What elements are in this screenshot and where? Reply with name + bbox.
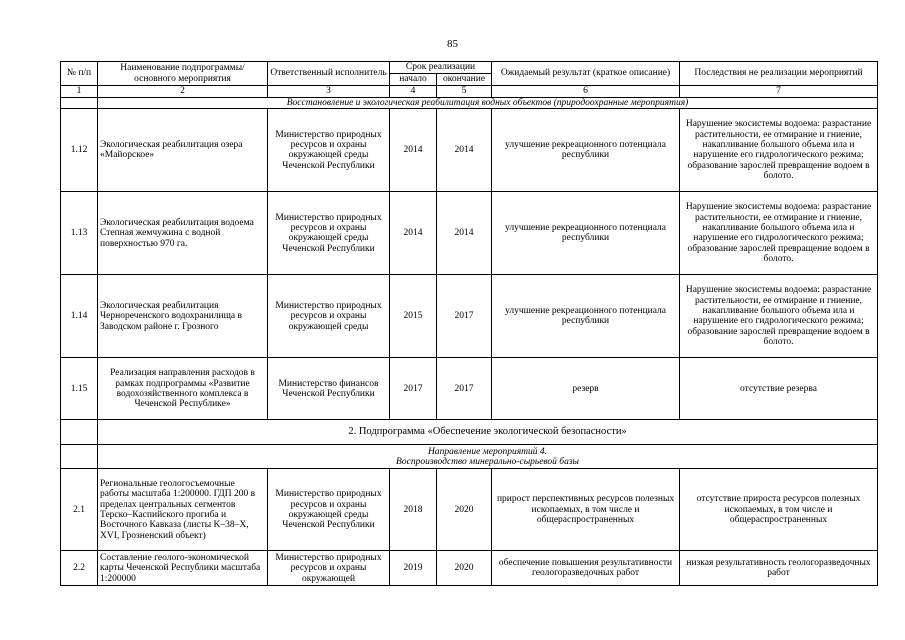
header-num: № п/п — [61, 62, 98, 86]
col-number-6: 6 — [492, 86, 680, 98]
row-executor: Министерство финансов Чеченской Республики — [268, 358, 390, 420]
row-executor: Министерство природных ресурсов и охраны окружающей среды Чеченской Республики — [268, 109, 390, 192]
row-name: Региональные геологосъемочные работы масштаба 1:200000. ГДП 200 в пределах центральных сегментов Терско–Каспийского прогиба и Восточного Кавказа (листы K–38–X, XVI, Грозненский объект) — [98, 469, 268, 551]
row-num: 1.15 — [61, 358, 98, 420]
row-start: 2014 — [390, 192, 437, 275]
header-start: начало — [390, 74, 437, 86]
col-number-1: 1 — [61, 86, 98, 98]
col-number-3: 3 — [268, 86, 390, 98]
row-executor: Министерство природных ресурсов и охраны окружающей среды — [268, 275, 390, 358]
row-result: улучшение рекреационного потенциала республики — [492, 192, 680, 275]
col-number-5: 5 — [437, 86, 492, 98]
program-table — [60, 61, 878, 586]
header-end: окончание — [437, 74, 492, 86]
section-title-water: Восстановление и экологическая реабилитация водных объектов (природоохранные мероприятия) — [98, 98, 878, 109]
row-num: 1.12 — [61, 109, 98, 192]
row-end: 2017 — [437, 358, 492, 420]
row-start: 2014 — [390, 109, 437, 192]
table-row — [61, 275, 878, 358]
header-name: Наименование подпрограммы/ основного мероприятия — [98, 62, 268, 86]
header-result: Ожидаемый результат (краткое описание) — [492, 62, 680, 86]
section-empty-cell — [61, 98, 98, 109]
direction-4-title — [98, 445, 878, 469]
row-result: улучшение рекреационного потенциала республики — [492, 275, 680, 358]
row-end: 2017 — [437, 275, 492, 358]
row-result: прирост перспективных ресурсов полезных ископаемых, в том числе и общераспространенных — [492, 469, 680, 551]
row-start: 2015 — [390, 275, 437, 358]
row-consequence: Нарушение экосистемы водоема: разрастание растительности, ее отмирание и гниение, накапливание большого объема ила и нарушение его гидрологического режима; образование зарослей превращение водоем в болото. — [680, 192, 878, 275]
table-row — [61, 358, 878, 420]
row-start: 2019 — [390, 551, 437, 586]
direction-empty-cell — [61, 445, 98, 469]
col-number-2: 2 — [98, 86, 268, 98]
row-num: 1.14 — [61, 275, 98, 358]
row-num: 1.13 — [61, 192, 98, 275]
row-end: 2020 — [437, 551, 492, 586]
row-consequence: Нарушение экосистемы водоема: разрастание растительности, ее отмирание и гниение, накапливание большого объема ила и нарушение его гидрологического режима; образование зарослей превращение водоем в болото. — [680, 109, 878, 192]
row-executor: Министерство природных ресурсов и охраны окружающей среды Чеченской Республики — [268, 192, 390, 275]
row-num: 2.1 — [61, 469, 98, 551]
row-start: 2018 — [390, 469, 437, 551]
table-row — [61, 469, 878, 551]
subprogram-empty-cell — [61, 420, 98, 445]
row-name: Экологическая реабилитация озера «Майорское» — [98, 109, 268, 192]
subprogram-2-title: 2. Подпрограмма «Обеспечение экологической безопасности» — [98, 420, 878, 445]
row-result: улучшение рекреационного потенциала республики — [492, 109, 680, 192]
row-consequence: низкая результативность геологоразведочных работ — [680, 551, 878, 586]
row-name: Экологическая реабилитация водоема Степная жемчужина с водной поверхностью 970 га. — [98, 192, 268, 275]
row-name: Экологическая реабилитация Чернореченского водохранилища в Заводском районе г. Грозного — [98, 275, 268, 358]
row-name: Составление геолого-экономической карты Чеченской Республики масштаба 1:200000 — [98, 551, 268, 586]
table-row — [61, 551, 878, 586]
header-consequences: Последствия не реализации мероприятий — [680, 62, 878, 86]
row-result: обеспечение повышения результативности геологоразведочных работ — [492, 551, 680, 586]
row-result: резерв — [492, 358, 680, 420]
col-number-4: 4 — [390, 86, 437, 98]
row-end: 2014 — [437, 109, 492, 192]
row-executor: Министерство природных ресурсов и охраны окружающей среды Чеченской Республики — [268, 469, 390, 551]
table-row — [61, 192, 878, 275]
header-executor: Ответственный исполнитель — [268, 62, 390, 86]
page-number: 85 — [447, 38, 458, 50]
row-executor: Министерство природных ресурсов и охраны окружающей — [268, 551, 390, 586]
row-consequence: Нарушение экосистемы водоема: разрастание растительности, ее отмирание и гниение, накапливание большого объема ила и нарушение его гидрологического режима; образование зарослей превращение водоем в болото. — [680, 275, 878, 358]
row-end: 2020 — [437, 469, 492, 551]
row-end: 2014 — [437, 192, 492, 275]
row-name: Реализация направления расходов в рамках подпрограммы «Развитие водохозяйственного комплекса в Чеченской Республике» — [98, 358, 268, 420]
row-num: 2.2 — [61, 551, 98, 586]
header-period: Срок реализации — [390, 62, 492, 74]
row-consequence: отсутствие прироста ресурсов полезных ископаемых, в том числе и общераспространенных — [680, 469, 878, 551]
row-start: 2017 — [390, 358, 437, 420]
row-consequence: отсутствие резерва — [680, 358, 878, 420]
direction-4-line2: Воспроизводство минерально-сырьевой базы — [396, 456, 579, 467]
col-number-7: 7 — [680, 86, 878, 98]
table-row — [61, 109, 878, 192]
direction-4-line1: Направление мероприятий 4. — [428, 446, 547, 457]
